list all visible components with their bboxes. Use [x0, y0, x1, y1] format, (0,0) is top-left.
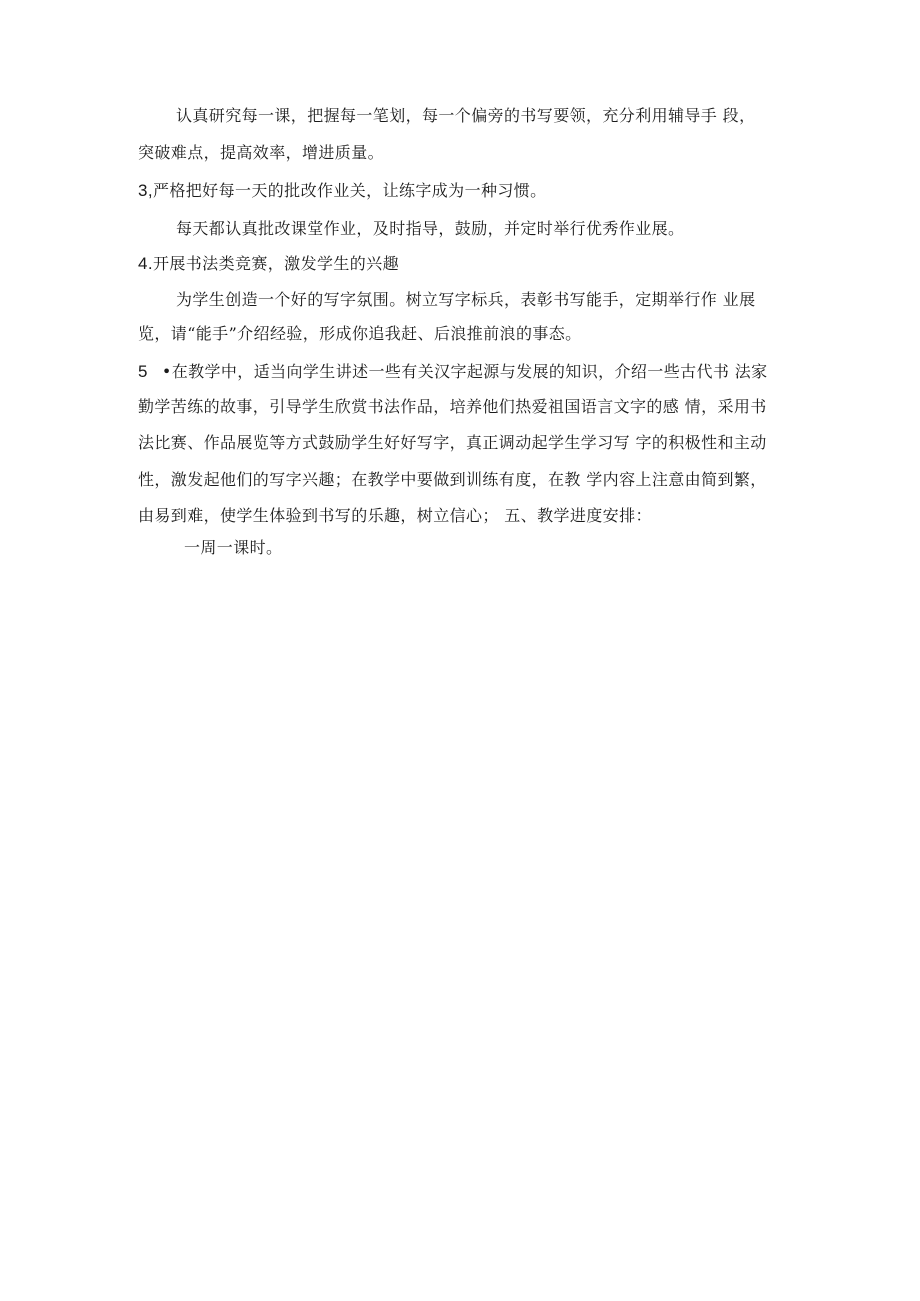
- item-5-line-2: 勤学苦练的故事，引导学生欣赏书法作品，培养他们热爱祖国语言文字的感 情，采用书: [138, 397, 767, 416]
- item-4-body-line-1: 为学生创造一个好的写字氛围。树立写字标兵，表彰书写能手，定期举行作 业展: [176, 290, 756, 309]
- item-3-heading: [138, 181, 547, 201]
- item-4-body-line-2: 览，请“能手”介绍经验，形成你追我赶、后浪推前浪的事态。: [138, 324, 582, 343]
- item-4-number: 4.: [138, 254, 153, 273]
- item-3-number: 3,: [138, 181, 153, 200]
- item-5-line-5: 由易到难，使学生体验到书写的乐趣，树立信心； 五、教学进度安排：: [138, 506, 652, 525]
- item-5-line-3: 法比赛、作品展览等方式鼓励学生好好写字，真正调动起学生学习写 字的积极性和主动: [138, 433, 767, 452]
- item-4-title: 开展书法类竞赛，激发学生的兴趣: [152, 254, 399, 273]
- item-5-number: 5: [138, 362, 148, 381]
- paragraph-1-line-2: 突破难点，提高效率，增进质量。: [138, 143, 385, 162]
- item-5-text-1: •在教学中，适当向学生讲述一些有关汉字起源与发展的知识，介绍一些古代书 法家: [161, 362, 768, 381]
- item-4-heading: [138, 254, 399, 274]
- paragraph-1-line-1: 认真研究每一课，把握每一笔划，每一个偏旁的书写要领，充分利用辅导手 段，: [176, 106, 756, 125]
- item-5-line-6: 一周一课时。: [184, 538, 283, 557]
- item-5-line-1: [138, 362, 768, 382]
- item-3-body: 每天都认真批改课堂作业，及时指导，鼓励，并定时举行优秀作业展。: [176, 219, 685, 238]
- item-5-line-4: 性，激发起他们的写字兴趣；在教学中要做到训练有度，在教 学内容上注意由简到繁，: [138, 470, 767, 489]
- item-3-title: 严格把好每一天的批改作业关，让练字成为一种习惯。: [152, 181, 547, 200]
